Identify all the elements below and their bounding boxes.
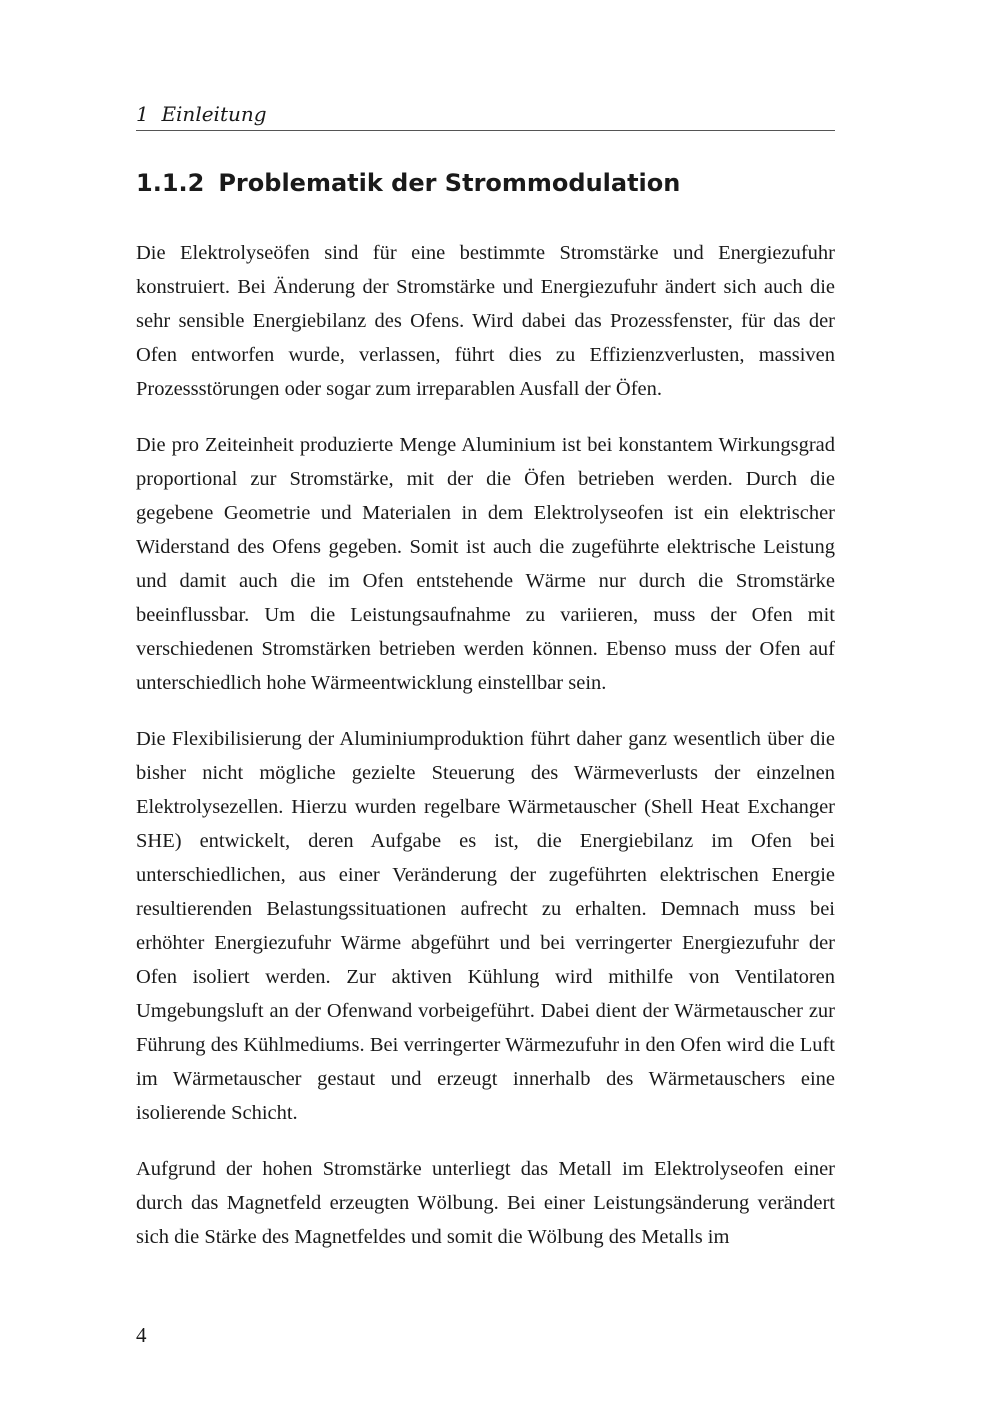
paragraph-3: Die Flexibilisierung der Aluminiumproduktion führt daher ganz wesentlich über die bisher nicht mögliche gezielte Steuerung des Wärmeverlusts der einzelnen Elektrolysezellen. Hierzu wurden regelbare Wärmetauscher (Shell Heat Exchanger SHE) entwickelt, deren Aufgabe es ist, die Energiebilanz im Ofen bei unterschiedlichen, aus einer Veränderung der zugeführten elektrischen Energie resultierenden Belastungssituationen aufrecht zu erhalten. Demnach muss bei erhöhter Energiezufuhr Wärme abgeführt und bei verringerter Energiezufuhr der Ofen isoliert werden. Zur aktiven Kühlung wird mithilfe von Ventilatoren Umgebungsluft an der Ofenwand vorbeigeführt. Dabei dient der Wärmetauscher zur Führung des Kühlmediums. Bei verringerter Wärmezufuhr in den Ofen wird die Luft im Wärmetauscher gestaut und erzeugt innerhalb des Wärmetauschers eine isolierende Schicht. — [136, 728, 835, 1124]
running-header-title: 1 Einleitung — [136, 102, 267, 126]
section-title: Problematik der Strommodulation — [218, 169, 681, 197]
section-heading — [136, 167, 835, 199]
paragraph-2: Die pro Zeiteinheit produzierte Menge Aluminium ist bei konstantem Wirkungsgrad proportional zur Stromstärke, mit der die Öfen betrieben werden. Durch die gegebene Geometrie und Materialen in dem Elektrolyseofen ist ein elektrischer Widerstand des Ofens gegeben. Somit ist auch die zugeführte elektrische Leistung und damit auch die im Ofen entstehende Wärme nur durch die Stromstärke beeinflussbar. Um die Leistungsaufnahme zu variieren, muss der Ofen mit verschiedenen Stromstärken betrieben werden können. Ebenso muss der Ofen auf unterschiedlich hohe Wärmeentwicklung einstellbar sein. — [136, 434, 835, 694]
body-text — [136, 236, 835, 1276]
page-number: 4 — [136, 1323, 147, 1347]
running-header — [136, 100, 835, 131]
section-number: 1.1.2 — [136, 169, 205, 197]
paragraph-4: Aufgrund der hohen Stromstärke unterliegt das Metall im Elektrolyseofen einer durch das Magnetfeld erzeugten Wölbung. Bei einer Leistungsänderung verändert sich die Stärke des Magnetfeldes und somit die Wölbung des Metalls im — [136, 1158, 835, 1248]
paragraph-1: Die Elektrolyseöfen sind für eine bestimmte Stromstärke und Energiezufuhr konstruiert. Bei Änderung der Stromstärke und Energiezufuhr ändert sich auch die sehr sensible Energiebilanz des Ofens. Wird dabei das Prozessfenster, für das der Ofen entworfen wurde, verlassen, führt dies zu Effizienzverlusten, massiven Prozessstörungen oder sogar zum irreparablen Ausfall der Öfen. — [136, 242, 835, 400]
